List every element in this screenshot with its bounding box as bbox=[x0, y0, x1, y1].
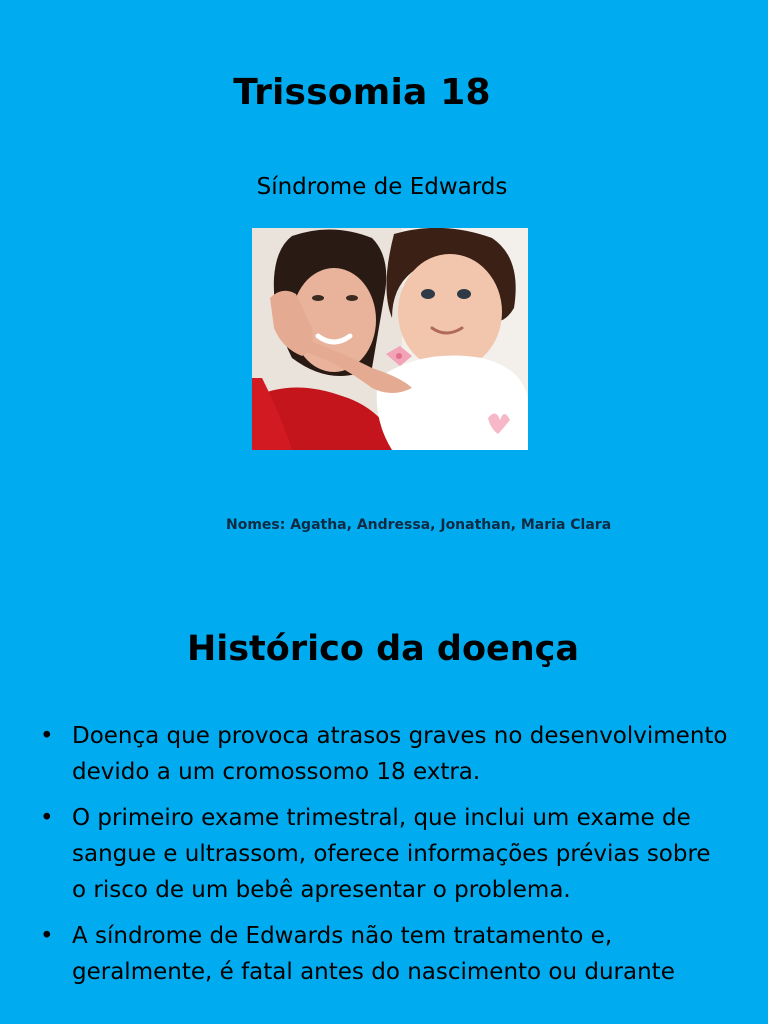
bullet-text: O primeiro exame trimestral, que inclui um exame de sangue e ultrassom, oferece informações prévias sobre o risco de um bebê apresentar o problema. bbox=[72, 805, 711, 903]
bullet-dot-icon: • bbox=[40, 923, 54, 949]
bullet-list bbox=[40, 718, 730, 1000]
slide-history-heading: Histórico da doença bbox=[186, 629, 580, 669]
bullet-item bbox=[40, 800, 730, 908]
bullet-text: A síndrome de Edwards não tem tratamento e, geralmente, é fatal antes do nascimento ou durante bbox=[72, 923, 675, 985]
bullet-dot-icon: • bbox=[40, 805, 54, 831]
bullet-item bbox=[40, 918, 730, 990]
bullet-text: Doença que provoca atrasos graves no desenvolvimento devido a um cromossomo 18 extra. bbox=[72, 723, 728, 785]
photo-mother-and-child bbox=[252, 228, 528, 450]
slide-history bbox=[0, 576, 768, 1024]
slide-title-heading: Trissomia 18 bbox=[233, 72, 491, 113]
bullet-item bbox=[40, 718, 730, 790]
author-names: Nomes: Agatha, Andressa, Jonathan, Maria Clara bbox=[226, 517, 612, 533]
bullet-dot-icon: • bbox=[40, 723, 54, 749]
slide-subtitle: Síndrome de Edwards bbox=[256, 174, 508, 200]
